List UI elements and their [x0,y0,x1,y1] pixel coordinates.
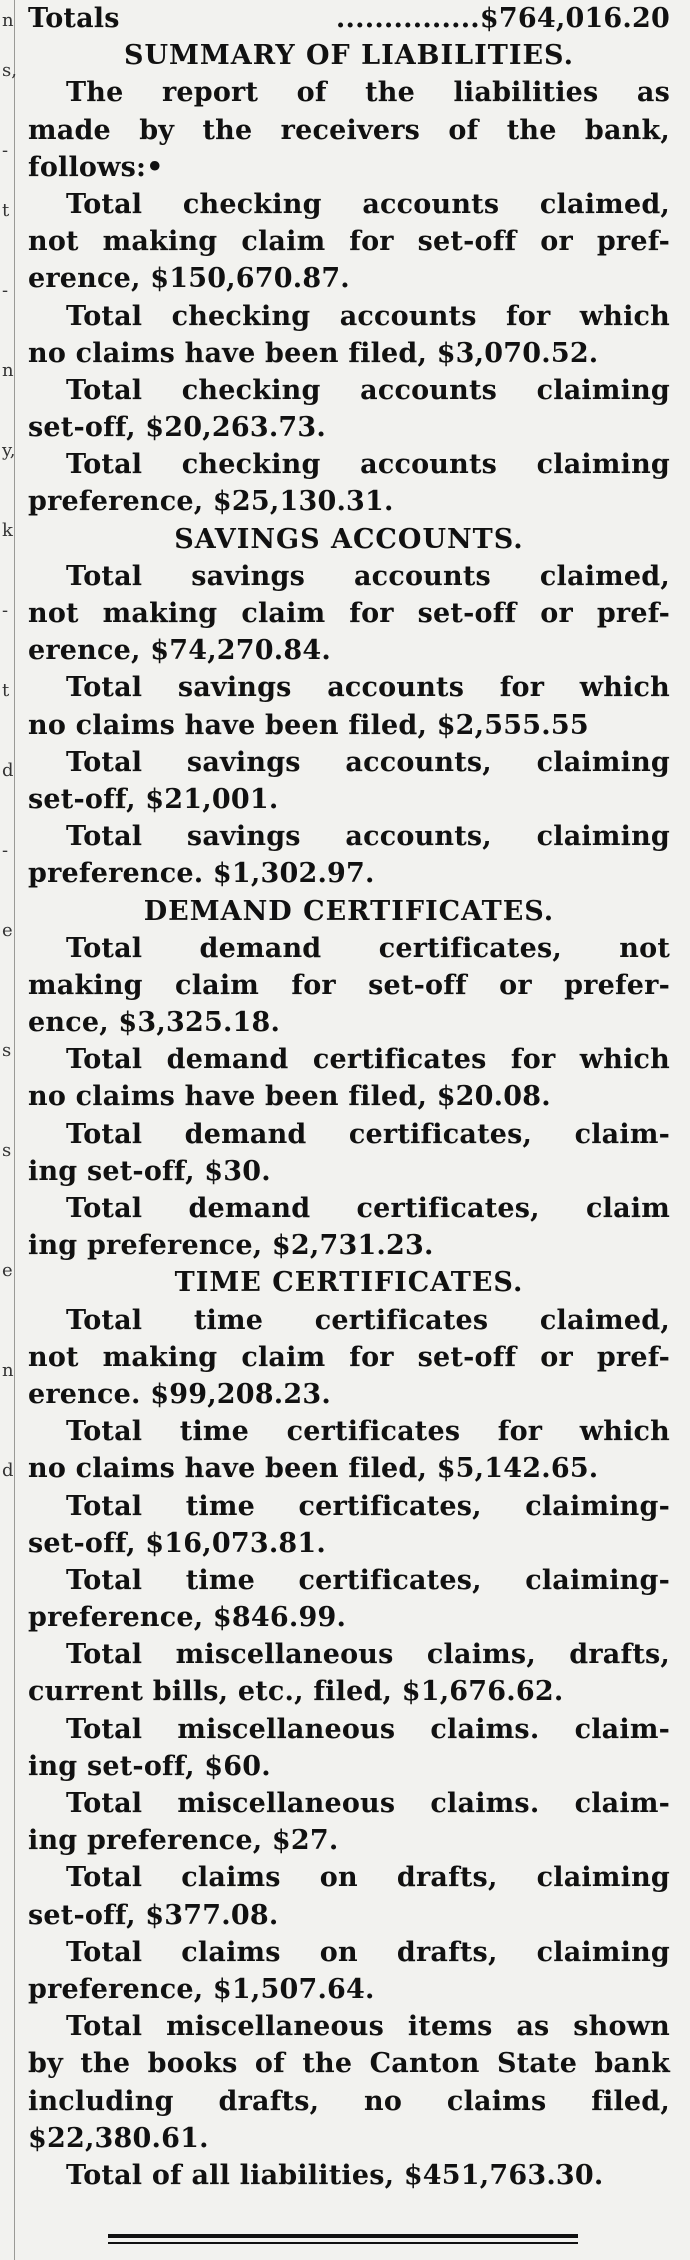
text-line: Total time certificates, claiming- [66,1564,670,1596]
text-line: Total time certificates for which [66,1416,670,1448]
text-line: erence, $74,270.84. [28,635,331,667]
section-heading: TIME CERTIFICATES. [174,1267,524,1299]
text-line: by the books of the Canton State bank [28,2048,670,2080]
gutter-mark: s [2,1140,12,1161]
liabilities-article [28,0,670,2194]
gutter-mark: y, [2,440,16,461]
text-line: Total checking accounts claiming [66,374,670,406]
text-line: preference. $1,302.97. [28,858,375,890]
text-line: Total of all liabilities, $451,763.30. [66,2159,604,2191]
text-line: not making claim for set-off or pref- [28,1341,670,1373]
text-line: Total time certificates claimed, [66,1304,670,1336]
text-line: Total savings accounts for which [66,672,670,704]
text-line: no claims have been filed, $5,142.65. [28,1453,599,1485]
gutter-mark: s, [2,60,17,81]
gutter-mark: e [2,1260,13,1281]
gutter-mark: e [2,920,13,941]
gutter-mark: n [2,1360,14,1381]
text-line: Total claims on drafts, claiming [66,1862,670,1894]
text-line: no claims have been filed, $20.08. [28,1081,551,1113]
gutter-mark: - [2,140,9,161]
text-line: including drafts, no claims filed, [28,2085,670,2117]
rule-thick [108,2234,578,2238]
gutter-mark: s [2,1040,12,1061]
text-line: Total savings accounts, claiming [66,821,670,853]
text-line: Total savings accounts, claiming [66,746,670,778]
text-line: Total checking accounts claiming [66,449,670,481]
text-line: ing set-off, $60. [28,1750,271,1782]
gutter-mark: n [2,360,14,381]
text-line: ence, $3,325.18. [28,1007,281,1039]
text-line: Total miscellaneous items as shown [66,2011,670,2043]
gutter-mark: k [2,520,13,541]
text-line: erence, $150,670.87. [28,263,350,295]
text-line: Total demand certificates for which [66,1044,670,1076]
text-line: The report of the liabilities as [66,77,670,109]
text-line: ing preference, $2,731.23. [28,1230,434,1262]
section-heading: SAVINGS ACCOUNTS. [174,523,524,555]
text-line: set-off, $377.08. [28,1899,279,1931]
gutter-mark: - [2,840,9,861]
text-line: not making claim for set-off or pref- [28,598,670,629]
text-line: Total miscellaneous claims. claim- [66,1788,670,1819]
text-line: Total demand certificates, claim- [66,1118,670,1150]
text-line: ing set-off, $30. [28,1155,271,1187]
adjacent-column-fragment [0,0,15,2260]
text-line: Total miscellaneous claims, drafts, [66,1639,670,1671]
text-line: preference, $1,507.64. [28,1973,375,2005]
text-line: Total claims on drafts, claiming [66,1936,670,1968]
rule-thin [108,2242,578,2244]
text-line: Total demand certificates, not [66,932,670,964]
text-line: $22,380.61. [28,2122,209,2154]
text-line: Totals ...............$764,016.20 [28,3,670,34]
text-line: follows:• [28,151,164,183]
text-line: preference, $25,130.31. [28,486,394,518]
text-line: making claim for set-off or prefer- [28,969,670,1001]
text-line: current bills, etc., filed, $1,676.62. [28,1676,564,1708]
text-line: set-off, $16,073.81. [28,1527,326,1559]
text-line: set-off, $20,263.73. [28,412,326,444]
gutter-mark: - [2,600,9,621]
gutter-mark: d [2,1460,14,1481]
text-line: Total miscellaneous claims. claim- [66,1713,670,1745]
text-line: Total demand certificates, claim [66,1193,670,1224]
text-line: Total savings accounts claimed, [66,560,670,592]
section-heading: SUMMARY OF LIABILITIES. [123,40,574,72]
text-line: ing preference, $27. [28,1825,339,1857]
text-line: preference, $846.99. [28,1602,347,1634]
gutter-mark: d [2,760,14,781]
section-heading: DEMAND CERTIFICATES. [143,895,555,927]
text-line: Total time certificates, claiming- [66,1490,670,1522]
text-line: Total checking accounts for which [66,300,670,332]
gutter-mark: - [2,280,9,301]
gutter-mark: n [2,10,14,31]
text-line: no claims have been filed, $3,070.52. [28,337,599,369]
text-line: Total checking accounts claimed, [66,188,670,220]
gutter-mark: t [2,200,10,221]
text-line: made by the receivers of the bank, [28,114,670,146]
text-line: no claims have been filed, $2,555.55 [28,709,589,741]
text-line: set-off, $21,001. [28,783,279,815]
closing-rule [108,2234,578,2248]
text-line: erence. $99,208.23. [28,1378,331,1410]
text-line: not making claim for set-off or pref- [28,226,670,258]
gutter-mark: t [2,680,10,701]
